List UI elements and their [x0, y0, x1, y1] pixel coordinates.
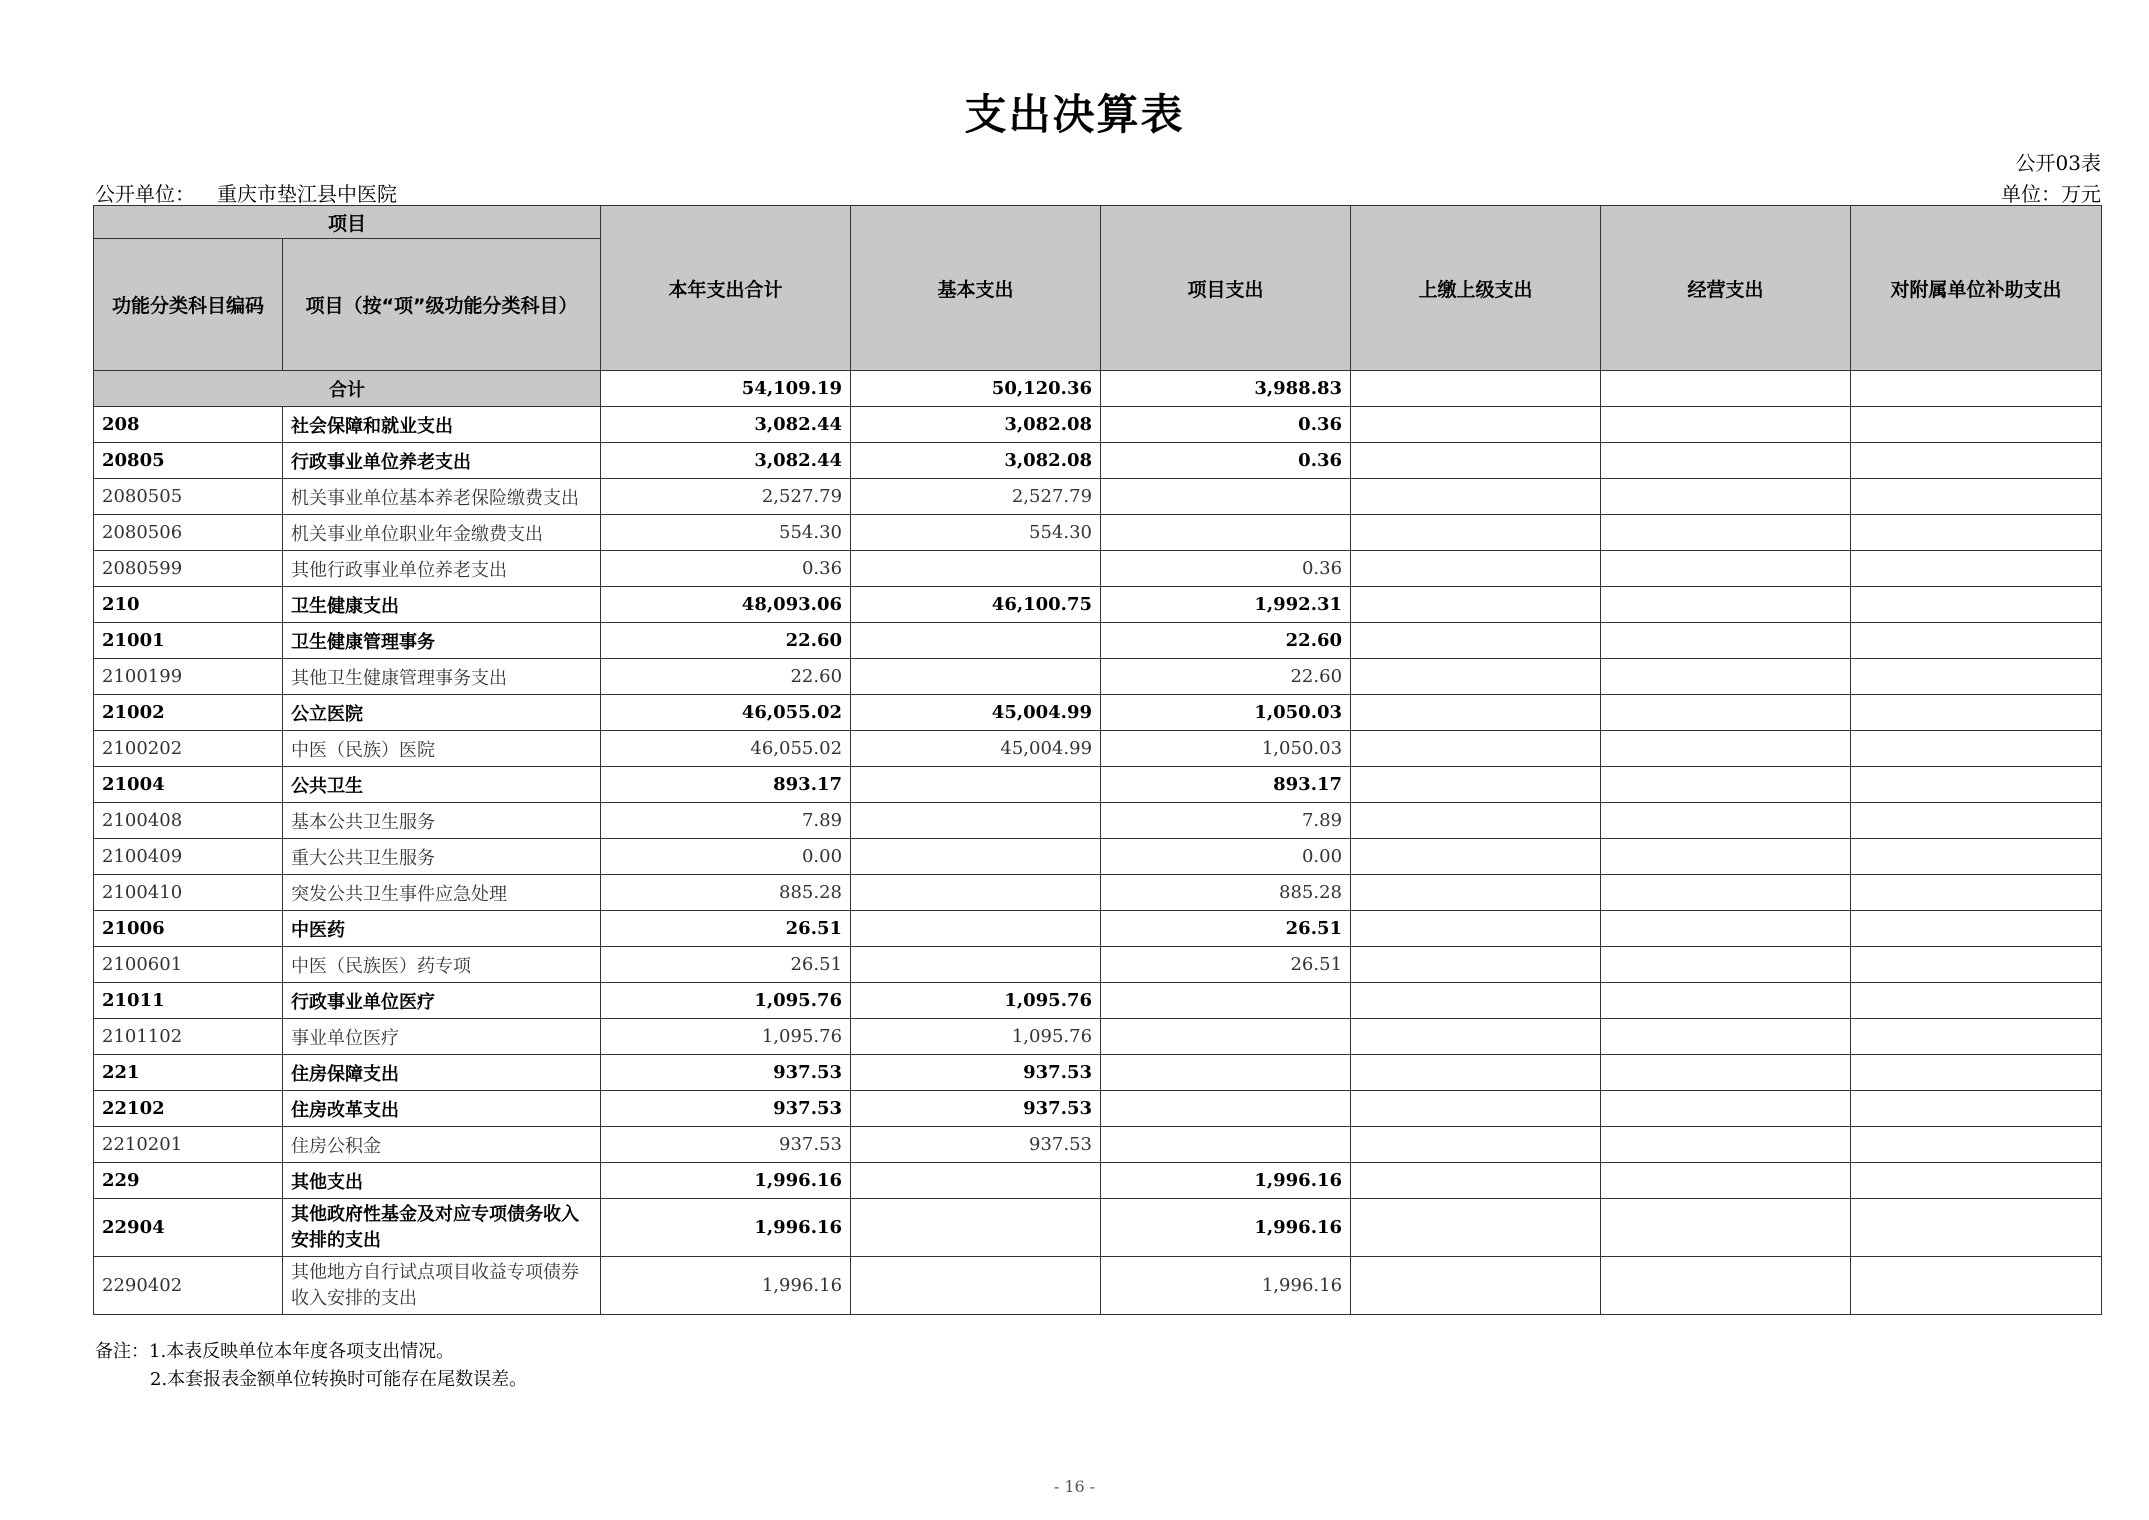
row-total: 2,527.79 — [601, 479, 851, 515]
row-business — [1601, 947, 1851, 983]
total-amount: 54,109.19 — [601, 371, 851, 407]
table-row — [94, 623, 2102, 659]
row-basic — [851, 947, 1101, 983]
row-business — [1601, 1055, 1851, 1091]
row-basic — [851, 1199, 1101, 1257]
row-total: 937.53 — [601, 1055, 851, 1091]
note-2: 2.本套报表金额单位转换时可能存在尾数误差。 — [150, 1369, 528, 1390]
row-item: 1,050.03 — [1101, 695, 1351, 731]
row-item: 0.36 — [1101, 551, 1351, 587]
row-item — [1101, 1055, 1351, 1091]
row-business — [1601, 443, 1851, 479]
row-item: 22.60 — [1101, 623, 1351, 659]
row-total: 554.30 — [601, 515, 851, 551]
row-item — [1101, 479, 1351, 515]
row-total: 26.51 — [601, 911, 851, 947]
table-row — [94, 551, 2102, 587]
row-upper — [1351, 695, 1601, 731]
row-upper — [1351, 1091, 1601, 1127]
row-upper — [1351, 623, 1601, 659]
row-name: 机关事业单位职业年金缴费支出 — [283, 515, 601, 551]
row-code: 22102 — [94, 1091, 283, 1127]
expenditure-table — [93, 205, 2102, 1315]
header-basic: 基本支出 — [851, 206, 1101, 371]
row-upper — [1351, 407, 1601, 443]
reporting-unit — [95, 178, 419, 207]
row-subsidy — [1851, 983, 2102, 1019]
row-subsidy — [1851, 731, 2102, 767]
row-code: 21011 — [94, 983, 283, 1019]
row-basic — [851, 875, 1101, 911]
row-business — [1601, 983, 1851, 1019]
row-name: 行政事业单位养老支出 — [283, 443, 601, 479]
total-subsidy — [1851, 371, 2102, 407]
row-item — [1101, 1091, 1351, 1127]
table-row — [94, 1257, 2102, 1315]
row-item: 885.28 — [1101, 875, 1351, 911]
table-row — [94, 659, 2102, 695]
row-name: 事业单位医疗 — [283, 1019, 601, 1055]
row-business — [1601, 731, 1851, 767]
row-name: 基本公共卫生服务 — [283, 803, 601, 839]
table-row — [94, 407, 2102, 443]
row-business — [1601, 767, 1851, 803]
row-item: 1,996.16 — [1101, 1163, 1351, 1199]
table-row — [94, 1199, 2102, 1257]
row-total: 885.28 — [601, 875, 851, 911]
row-code: 21006 — [94, 911, 283, 947]
row-business — [1601, 659, 1851, 695]
row-basic: 45,004.99 — [851, 695, 1101, 731]
row-upper — [1351, 1163, 1601, 1199]
header-name: 项目（按“项”级功能分类科目） — [283, 239, 601, 371]
row-total: 0.00 — [601, 839, 851, 875]
table-row — [94, 1163, 2102, 1199]
row-upper — [1351, 1127, 1601, 1163]
row-item: 0.36 — [1101, 407, 1351, 443]
total-business — [1601, 371, 1851, 407]
table-row — [94, 839, 2102, 875]
row-name: 社会保障和就业支出 — [283, 407, 601, 443]
row-business — [1601, 1127, 1851, 1163]
row-code: 2080506 — [94, 515, 283, 551]
row-upper — [1351, 515, 1601, 551]
row-total: 1,095.76 — [601, 1019, 851, 1055]
table-row — [94, 731, 2102, 767]
row-name: 其他政府性基金及对应专项债务收入安排的支出 — [283, 1199, 601, 1257]
row-business — [1601, 515, 1851, 551]
row-basic — [851, 623, 1101, 659]
table-row — [94, 767, 2102, 803]
row-subsidy — [1851, 1257, 2102, 1315]
row-name: 机关事业单位基本养老保险缴费支出 — [283, 479, 601, 515]
row-business — [1601, 1091, 1851, 1127]
row-code: 210 — [94, 587, 283, 623]
row-name: 突发公共卫生事件应急处理 — [283, 875, 601, 911]
row-subsidy — [1851, 911, 2102, 947]
page-title: 支出决算表 — [964, 90, 1185, 139]
row-name: 其他地方自行试点项目收益专项债券收入安排的支出 — [283, 1257, 601, 1315]
row-business — [1601, 1019, 1851, 1055]
row-basic: 554.30 — [851, 515, 1101, 551]
row-basic — [851, 803, 1101, 839]
row-basic: 1,095.76 — [851, 983, 1101, 1019]
row-total: 46,055.02 — [601, 695, 851, 731]
row-basic: 937.53 — [851, 1055, 1101, 1091]
row-item: 893.17 — [1101, 767, 1351, 803]
row-business — [1601, 1257, 1851, 1315]
row-subsidy — [1851, 767, 2102, 803]
row-code: 2290402 — [94, 1257, 283, 1315]
row-subsidy — [1851, 839, 2102, 875]
row-subsidy — [1851, 1199, 2102, 1257]
row-subsidy — [1851, 1091, 2102, 1127]
row-business — [1601, 839, 1851, 875]
row-total: 937.53 — [601, 1127, 851, 1163]
row-subsidy — [1851, 803, 2102, 839]
table-body — [94, 371, 2102, 1315]
row-name: 其他支出 — [283, 1163, 601, 1199]
row-upper — [1351, 587, 1601, 623]
total-row — [94, 371, 2102, 407]
row-upper — [1351, 1055, 1601, 1091]
row-code: 2210201 — [94, 1127, 283, 1163]
row-upper — [1351, 803, 1601, 839]
row-code: 2100199 — [94, 659, 283, 695]
header-subsidy: 对附属单位补助支出 — [1851, 206, 2102, 371]
row-business — [1601, 1163, 1851, 1199]
header-upper: 上缴上级支出 — [1351, 206, 1601, 371]
total-item: 3,988.83 — [1101, 371, 1351, 407]
row-code: 221 — [94, 1055, 283, 1091]
row-item: 7.89 — [1101, 803, 1351, 839]
row-business — [1601, 1199, 1851, 1257]
row-code: 22904 — [94, 1199, 283, 1257]
row-code: 2100601 — [94, 947, 283, 983]
row-total: 1,996.16 — [601, 1163, 851, 1199]
row-item: 1,992.31 — [1101, 587, 1351, 623]
row-business — [1601, 587, 1851, 623]
row-code: 2080505 — [94, 479, 283, 515]
row-business — [1601, 695, 1851, 731]
unit-label: 公开单位： — [95, 182, 195, 206]
total-upper — [1351, 371, 1601, 407]
row-basic — [851, 839, 1101, 875]
notes — [95, 1338, 527, 1394]
table-row — [94, 983, 2102, 1019]
row-item — [1101, 1019, 1351, 1055]
row-basic — [851, 911, 1101, 947]
row-item — [1101, 515, 1351, 551]
table-row — [94, 803, 2102, 839]
row-upper — [1351, 479, 1601, 515]
row-upper — [1351, 767, 1601, 803]
row-business — [1601, 551, 1851, 587]
table-row — [94, 1091, 2102, 1127]
row-total: 22.60 — [601, 659, 851, 695]
header-business: 经营支出 — [1601, 206, 1851, 371]
row-upper — [1351, 983, 1601, 1019]
table-row — [94, 911, 2102, 947]
row-basic: 46,100.75 — [851, 587, 1101, 623]
row-subsidy — [1851, 407, 2102, 443]
currency-unit: 单位：万元 — [2001, 182, 2101, 206]
row-subsidy — [1851, 1055, 2102, 1091]
row-basic: 1,095.76 — [851, 1019, 1101, 1055]
row-subsidy — [1851, 875, 2102, 911]
row-basic — [851, 1257, 1101, 1315]
row-name: 卫生健康管理事务 — [283, 623, 601, 659]
row-subsidy — [1851, 1163, 2102, 1199]
row-business — [1601, 803, 1851, 839]
row-name: 公共卫生 — [283, 767, 601, 803]
row-upper — [1351, 731, 1601, 767]
row-name: 行政事业单位医疗 — [283, 983, 601, 1019]
row-subsidy — [1851, 695, 2102, 731]
row-subsidy — [1851, 443, 2102, 479]
table-row — [94, 1127, 2102, 1163]
row-total: 0.36 — [601, 551, 851, 587]
row-basic: 3,082.08 — [851, 443, 1101, 479]
row-item — [1101, 1127, 1351, 1163]
row-item: 0.00 — [1101, 839, 1351, 875]
row-total: 937.53 — [601, 1091, 851, 1127]
note-1: 备注：1.本表反映单位本年度各项支出情况。 — [95, 1341, 455, 1362]
table-row — [94, 443, 2102, 479]
header-project: 项目 — [94, 206, 601, 239]
row-basic — [851, 659, 1101, 695]
row-name: 其他行政事业单位养老支出 — [283, 551, 601, 587]
table-row — [94, 587, 2102, 623]
row-upper — [1351, 551, 1601, 587]
row-business — [1601, 911, 1851, 947]
row-upper — [1351, 911, 1601, 947]
row-code: 2101102 — [94, 1019, 283, 1055]
header-total: 本年支出合计 — [601, 206, 851, 371]
row-item: 1,996.16 — [1101, 1257, 1351, 1315]
row-subsidy — [1851, 659, 2102, 695]
row-code: 208 — [94, 407, 283, 443]
row-subsidy — [1851, 479, 2102, 515]
row-item: 1,050.03 — [1101, 731, 1351, 767]
row-upper — [1351, 1019, 1601, 1055]
row-total: 893.17 — [601, 767, 851, 803]
row-item — [1101, 983, 1351, 1019]
row-name: 住房改革支出 — [283, 1091, 601, 1127]
row-total: 3,082.44 — [601, 407, 851, 443]
row-business — [1601, 407, 1851, 443]
total-label: 合计 — [94, 371, 601, 407]
table-row — [94, 1055, 2102, 1091]
row-total: 48,093.06 — [601, 587, 851, 623]
row-upper — [1351, 443, 1601, 479]
row-item: 22.60 — [1101, 659, 1351, 695]
row-upper — [1351, 947, 1601, 983]
row-name: 重大公共卫生服务 — [283, 839, 601, 875]
table-row — [94, 947, 2102, 983]
header-code: 功能分类科目编码 — [94, 239, 283, 371]
header-item: 项目支出 — [1101, 206, 1351, 371]
row-code: 2100409 — [94, 839, 283, 875]
row-subsidy — [1851, 1127, 2102, 1163]
row-code: 21002 — [94, 695, 283, 731]
row-basic: 937.53 — [851, 1091, 1101, 1127]
row-subsidy — [1851, 947, 2102, 983]
row-total: 26.51 — [601, 947, 851, 983]
table-row — [94, 875, 2102, 911]
row-code: 2100410 — [94, 875, 283, 911]
row-code: 229 — [94, 1163, 283, 1199]
row-item: 26.51 — [1101, 911, 1351, 947]
row-total: 1,996.16 — [601, 1257, 851, 1315]
row-subsidy — [1851, 515, 2102, 551]
row-name: 中医（民族医）药专项 — [283, 947, 601, 983]
row-item: 1,996.16 — [1101, 1199, 1351, 1257]
row-total: 3,082.44 — [601, 443, 851, 479]
row-name: 其他卫生健康管理事务支出 — [283, 659, 601, 695]
row-code: 2080599 — [94, 551, 283, 587]
table-row — [94, 515, 2102, 551]
row-upper — [1351, 1199, 1601, 1257]
row-upper — [1351, 1257, 1601, 1315]
row-code: 20805 — [94, 443, 283, 479]
row-item: 0.36 — [1101, 443, 1351, 479]
row-subsidy — [1851, 587, 2102, 623]
row-name: 中医药 — [283, 911, 601, 947]
row-total: 7.89 — [601, 803, 851, 839]
total-basic: 50,120.36 — [851, 371, 1101, 407]
row-total: 22.60 — [601, 623, 851, 659]
table-row — [94, 479, 2102, 515]
row-business — [1601, 875, 1851, 911]
form-number: 公开03表 — [2015, 151, 2101, 175]
row-code: 21004 — [94, 767, 283, 803]
row-basic: 2,527.79 — [851, 479, 1101, 515]
row-subsidy — [1851, 623, 2102, 659]
row-total: 1,996.16 — [601, 1199, 851, 1257]
row-basic — [851, 1163, 1101, 1199]
row-business — [1601, 479, 1851, 515]
table-row — [94, 695, 2102, 731]
row-name: 住房公积金 — [283, 1127, 601, 1163]
page-number: - 16 - — [1053, 1477, 1096, 1496]
row-name: 卫生健康支出 — [283, 587, 601, 623]
unit-name: 重庆市垫江县中医院 — [217, 182, 397, 206]
row-name: 住房保障支出 — [283, 1055, 601, 1091]
row-upper — [1351, 839, 1601, 875]
row-total: 1,095.76 — [601, 983, 851, 1019]
row-basic: 45,004.99 — [851, 731, 1101, 767]
row-code: 2100408 — [94, 803, 283, 839]
row-basic: 3,082.08 — [851, 407, 1101, 443]
row-code: 2100202 — [94, 731, 283, 767]
row-upper — [1351, 875, 1601, 911]
row-subsidy — [1851, 551, 2102, 587]
row-item: 26.51 — [1101, 947, 1351, 983]
row-subsidy — [1851, 1019, 2102, 1055]
row-basic — [851, 767, 1101, 803]
row-total: 46,055.02 — [601, 731, 851, 767]
table-row — [94, 1019, 2102, 1055]
row-business — [1601, 623, 1851, 659]
row-basic: 937.53 — [851, 1127, 1101, 1163]
row-code: 21001 — [94, 623, 283, 659]
row-upper — [1351, 659, 1601, 695]
row-name: 公立医院 — [283, 695, 601, 731]
row-name: 中医（民族）医院 — [283, 731, 601, 767]
row-basic — [851, 551, 1101, 587]
